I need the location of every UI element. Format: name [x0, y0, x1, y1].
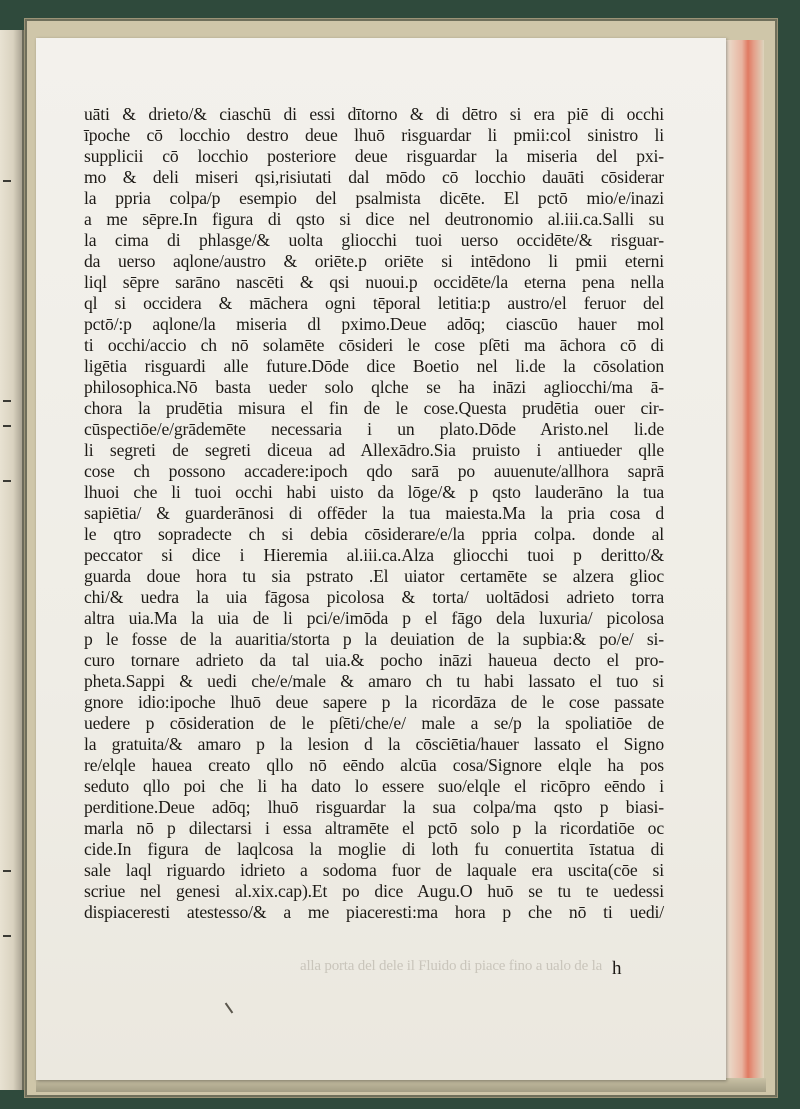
text-line: la gratuita/& amaro p la lesion d la cōsciētia/hauer lassato el Signo — [84, 734, 664, 754]
text-line: mo & deli miseri qsi,risiutati dal mōdo cō locchio dauāti cōsiderar — [84, 167, 664, 187]
text-line: liql sēpre sarāno nascēti & qsi nuoui.p occidēte/la eterna pena nella — [84, 272, 664, 292]
text-line: re/elqle hauea creato qllo nō eēndo alcūa cosa/Signore elqle ha pos — [84, 755, 664, 775]
text-line: le qtro sopradecte ch si debia cōsiderare/e/la ppria colpa. donde al — [84, 524, 664, 544]
text-line: peccator si dice i Hieremia al.iii.ca.Alza gliocchi tuoi p deritto/& — [84, 545, 664, 565]
red-page-edges — [724, 40, 764, 1080]
edge-mark — [3, 935, 11, 937]
text-line: sapiētia/ & guarderānosi di offēder la tua maiesta.Ma la pria cosa d — [84, 503, 664, 523]
text-line: lhuoi che li tuoi occhi habi uisto da lōge/& p qsto lauderāno la tua — [84, 482, 664, 502]
text-line: la cima di phlasge/& uolta gliocchi tuoi uerso occidēte/& risguar- — [84, 230, 664, 250]
text-line: supplicii cō locchio posteriore deue risguardar la miseria del pxi- — [84, 146, 664, 166]
text-line: gnore idio:ipoche lhuō deue sapere p la ricordāza de le cose passate — [84, 692, 664, 712]
text-column — [84, 104, 664, 923]
text-line: guarda doue hora tu sia pstrato .El uiator certamēte se alzera glioc — [84, 566, 664, 586]
text-line: pheta.Sappi & uedi che/e/male & amaro ch tu habi lassato el tuo si — [84, 671, 664, 691]
text-line: uāti & drieto/& ciaschū di essi dītorno & di dētro si era piē di occhi — [84, 104, 664, 124]
edge-mark — [3, 425, 11, 427]
text-line: altra uia.Ma la uia de li pci/e/imōda p el fāgo dela luxuria/ picolosa — [84, 608, 664, 628]
text-line: cūspectiōe/e/grādemēte necessaria i un plato.Dōde Aristo.nel li.de — [84, 419, 664, 439]
show-through-text: alla porta del dele il Fluido di piace fino a ualo de la — [300, 958, 603, 974]
text-line: philosophica.Nō basta ueder solo qlche se ha ināzi agliocchi/ma ā- — [84, 377, 664, 397]
text-line: uedere p cōsideration de le pſēti/che/e/ male a se/p la spoliatiōe de — [84, 713, 664, 733]
text-line: curo tornare adrieto da tal uia.& pocho ināzi haueua decto el pro- — [84, 650, 664, 670]
text-line: la ppria colpa/p esempio del psalmista dicēte. El pctō mio/e/inazi — [84, 188, 664, 208]
text-line: sale laql riguardo idrieto a sodoma fuor de laquale era uscita(cōe si — [84, 860, 664, 880]
text-line: chi/& uedra la uia fāgosa picolosa & torta/ uoltādosi adrieto torra — [84, 587, 664, 607]
page-stack-bottom — [36, 1078, 766, 1092]
text-line: seduto qllo poi che li ha dato lo essere suo/elqle el ricōpro eēndo i — [84, 776, 664, 796]
edge-mark — [3, 870, 11, 872]
text-line: ql si occidera & māchera ogni tēporal letitia:p austro/el feruor del — [84, 293, 664, 313]
text-line: cide.In figura de laqlcosa la moglie di loth fu conuertita īstatua di — [84, 839, 664, 859]
signature-mark: h — [612, 958, 622, 979]
text-line: chora la prudētia misura el fin de le cose.Questa prudētia ouer cir- — [84, 398, 664, 418]
text-line: cose ch possono accadere:ipoch qdo sarā po auuenute/allhora saprā — [84, 461, 664, 481]
adjacent-page-edge — [0, 30, 24, 1090]
text-line: scriue nel genesi al.xix.cap).Et po dice Augu.O huō se tu te uedessi — [84, 881, 664, 901]
text-line: marla nō p dilectarsi i essa altramēte el pctō solo p la ricordatiōe oc — [84, 818, 664, 838]
edge-mark — [3, 480, 11, 482]
text-line: perditione.Deue adōq; lhuō risguardar la sua colpa/ma qsto p biasi- — [84, 797, 664, 817]
text-line: da uerso aqlone/austro & oriēte.p oriēte si intēdono li pmii eterni — [84, 251, 664, 271]
text-line: a me sēpre.In figura di qsto si dice nel deutronomio al.iii.ca.Salli su — [84, 209, 664, 229]
text-line: īpoche cō locchio destro deue lhuō risguardar li pmii:col sinistro li — [84, 125, 664, 145]
text-line: ti occhi/accio ch nō solamēte cōsideri le cose pſēti ma āchora cō di — [84, 335, 664, 355]
text-line: pctō/:p aqlone/la miseria dl pximo.Deue adōq; ciascūo hauer mol — [84, 314, 664, 334]
text-line: p le fosse de la auaritia/storta p la deuiation de la supbia:& po/e/ si- — [84, 629, 664, 649]
text-line: dispiaceresti atestesso/& a me piaceresti:ma hora p che nō ti uedi/ — [84, 902, 664, 922]
text-line: ligētia risguardi alle future.Dōde dice Boetio nel li.de la cōsolation — [84, 356, 664, 376]
edge-mark — [3, 400, 11, 402]
edge-mark — [3, 180, 11, 182]
text-line: li segreti de segreti diceua ad Allexādro.Sia pruisto i antiueder qlle — [84, 440, 664, 460]
